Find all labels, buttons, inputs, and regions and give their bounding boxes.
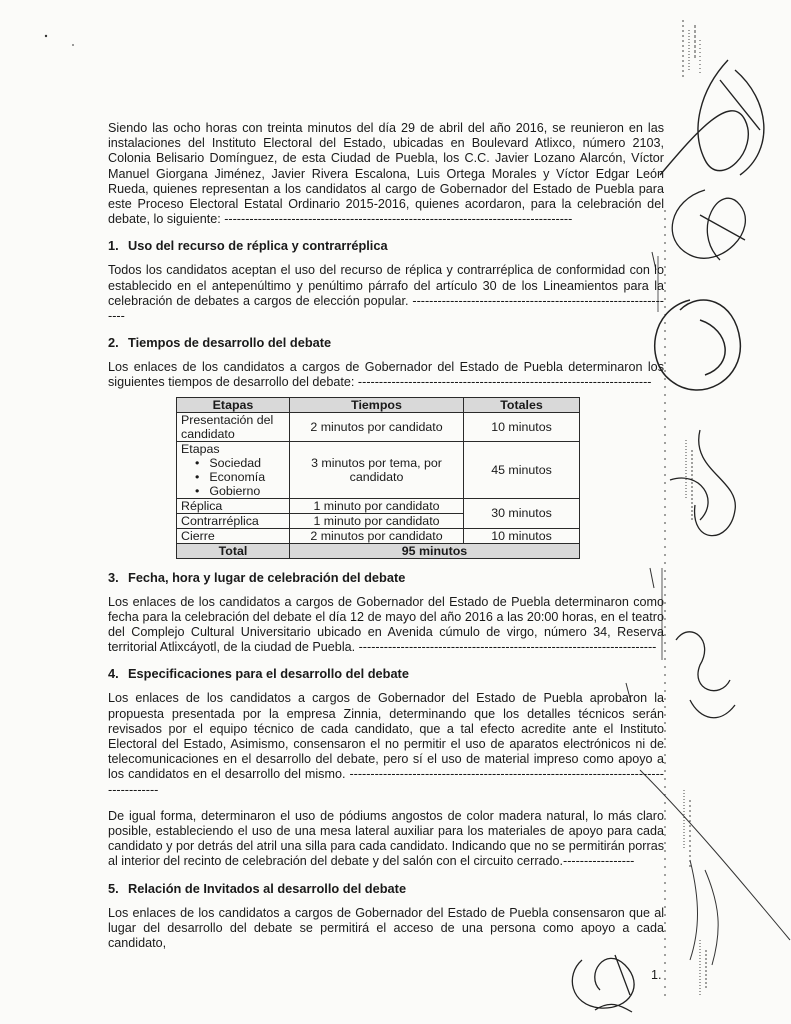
section-paragraph: Los enlaces de los candidatos a cargos de Gobernador del Estado de Puebla aprobaron la propuesta presentada por la empresa Zinnia, determinando que los detalles técnicos serán revisados por el equipo técnico de cada candidato, que a tal efecto acredite ante el Instituto Electoral del Estado, Asimismo, consensaron el no permitir el uso de aparatos electrónicos ni de telecomunicaciones en el desarrollo del debate, pero sí el uso de material impreso como apoyo a los candidatos en el desarrollo del mismo. --------------------------------------------------------------------------------------- bbox=[108, 691, 664, 797]
table-total-label: Total bbox=[177, 543, 290, 558]
section-paragraph: Todos los candidatos aceptan el uso del recurso de réplica y contrarréplica de conformidad con lo establecido en el antepenúltimo y penúltimo párrafo del artículo 30 de los Lineamientos para la celebración de debates a cargos de elección popular. ---------------------------------------------------------------- bbox=[108, 263, 664, 324]
signature-stroke bbox=[655, 300, 741, 390]
table-row bbox=[177, 412, 580, 441]
section-heading bbox=[108, 238, 664, 253]
stage-group-label: Etapas bbox=[181, 441, 220, 456]
document-body bbox=[108, 121, 664, 951]
table-row bbox=[177, 528, 580, 543]
section-number: 1. bbox=[108, 238, 119, 254]
table-total-row bbox=[177, 543, 580, 558]
section-heading bbox=[108, 666, 664, 681]
table-cell-time: 2 minutos por candidato bbox=[290, 528, 464, 543]
table-cell-total: 45 minutos bbox=[464, 441, 580, 498]
section-paragraph: Los enlaces de los candidatos a cargos de Gobernador del Estado de Puebla consensaron que al lugar del desarrollo del debate se permitirá el acceso de una persona como apoyo a cada candidato, bbox=[108, 905, 664, 951]
section-number: 4. bbox=[108, 666, 119, 682]
speck-mark bbox=[72, 44, 74, 46]
table-header: Etapas bbox=[177, 397, 290, 412]
section-number: 2. bbox=[108, 335, 119, 351]
table-cell-stage: Presentación del candidato bbox=[177, 412, 290, 441]
signature-stroke bbox=[690, 860, 718, 965]
table-header: Totales bbox=[464, 397, 580, 412]
list-item: • Economía bbox=[195, 470, 285, 484]
table-cell-time: 1 minuto por candidato bbox=[290, 513, 464, 528]
table-cell-total: 30 minutos bbox=[464, 498, 580, 528]
table-cell-total: 10 minutos bbox=[464, 412, 580, 441]
table-cell-time: 1 minuto por candidato bbox=[290, 498, 464, 513]
table-row bbox=[177, 498, 580, 513]
table-cell-total: 10 minutos bbox=[464, 528, 580, 543]
table-cell-stage: Contrarréplica bbox=[177, 513, 290, 528]
speck-mark bbox=[45, 35, 47, 37]
table-header: Tiempos bbox=[290, 397, 464, 412]
section-number: 5. bbox=[108, 880, 119, 896]
list-item: • Gobierno bbox=[195, 484, 285, 498]
section-title: Uso del recurso de réplica y contrarréplica bbox=[128, 238, 388, 254]
stage-list bbox=[181, 456, 285, 498]
signature-stroke bbox=[660, 60, 764, 175]
table-cell-stage bbox=[177, 441, 290, 498]
section-title: Especificaciones para el desarrollo del debate bbox=[128, 666, 409, 682]
page-number: 1. bbox=[651, 968, 662, 982]
signature-stroke bbox=[672, 190, 745, 260]
table-cell-stage: Cierre bbox=[177, 528, 290, 543]
scan-strip bbox=[665, 20, 706, 1000]
section-number: 3. bbox=[108, 569, 119, 585]
table-header-row bbox=[177, 397, 580, 412]
section-paragraph: Los enlaces de los candidatos a cargos de Gobernador del Estado de Puebla determinaron los siguientes tiempos de desarrollo del debate: ---------------------------------------------------------------------- bbox=[108, 360, 664, 390]
section-heading bbox=[108, 570, 664, 585]
signature-stroke bbox=[572, 955, 634, 1012]
signature-stroke bbox=[670, 430, 735, 536]
table-cell-stage: Réplica bbox=[177, 498, 290, 513]
table-total-value: 95 minutos bbox=[290, 543, 580, 558]
list-item: • Sociedad bbox=[195, 456, 285, 470]
section-heading bbox=[108, 335, 664, 350]
signature-stroke bbox=[676, 632, 735, 718]
table-cell-time: 2 minutos por candidato bbox=[290, 412, 464, 441]
section-heading bbox=[108, 881, 664, 896]
section-paragraph: De igual forma, determinaron el uso de pódiums angostos de color madera natural, lo más claro posible, estableciendo el uso de una mesa lateral auxiliar para los materiales de apoyo para cada candidato y por detrás del atril una silla para cada candidato. Indicando que no se permitirán porras al interior del recinto de celebración del debate y del salón con el circuito cerrado.----------------- bbox=[108, 808, 664, 869]
section-paragraph: Los enlaces de los candidatos a cargos de Gobernador del Estado de Puebla determinaron como fecha para la celebración del debate el día 12 de mayo del año 2016 a las 20:00 horas, en el teatro del Complejo Cultural Universitario ubicado en Avenida cúmulo de virgo, número 34, Reserva territorial Atlixcáyotl, de la ciudad de Puebla. ----------------------------------------------------------------------- bbox=[108, 594, 664, 655]
table-cell-time: 3 minutos por tema, por candidato bbox=[290, 441, 464, 498]
section-title: Fecha, hora y lugar de celebración del debate bbox=[128, 569, 406, 585]
table-row bbox=[177, 441, 580, 498]
intro-paragraph: Siendo las ocho horas con treinta minutos del día 29 de abril del año 2016, se reunieron en las instalaciones del Instituto Electoral del Estado, ubicadas en Boulevard Atlixco, número 2103, Colonia Belisario Domínguez, de esta Ciudad de Puebla, los C.C. Javier Lozano Alarcón, Víctor Manuel Giorgana Jiménez, Javier Rivera Escalona, Luis Ortega Morales y Víctor Edgar León Rueda, quienes representan a los candidatos al cargo de Gobernador del Estado de Puebla para este Proceso Electoral Estatal Ordinario 2015-2016, quienes acordaron, para la celebración del debate, lo siguiente: ----------------------------------------------------------------------------------- bbox=[108, 121, 664, 227]
section-title: Tiempos de desarrollo del debate bbox=[128, 335, 332, 351]
section-title: Relación de Invitados al desarrollo del debate bbox=[128, 880, 407, 896]
debate-times-table bbox=[176, 397, 580, 559]
